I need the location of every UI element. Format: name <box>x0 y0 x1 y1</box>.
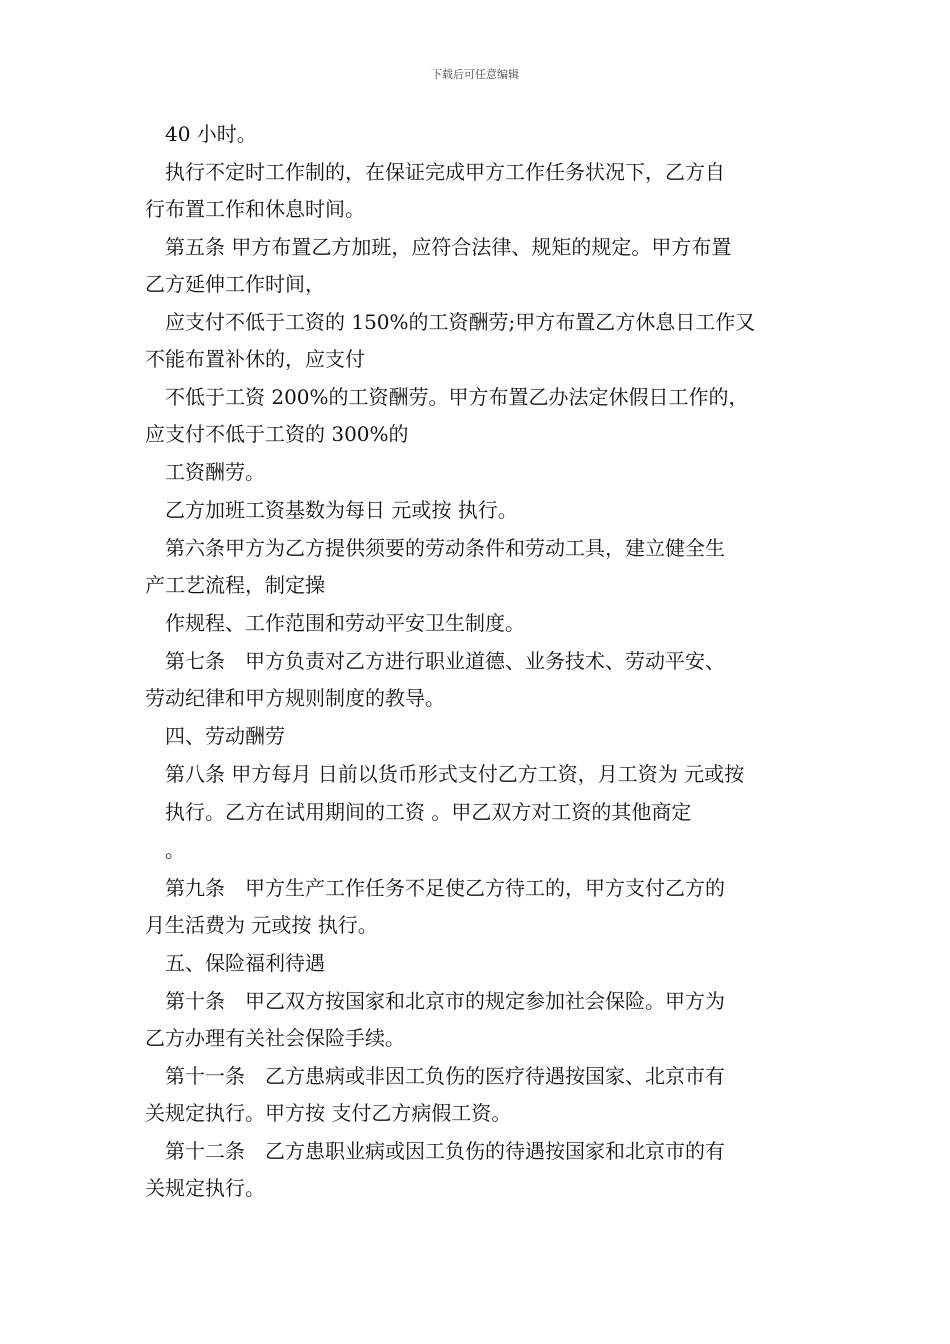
body-line: 月生活费为 元或按 执行。 <box>145 913 378 937</box>
document-body <box>145 116 810 1207</box>
body-line: 产工艺流程，制定操 <box>145 573 325 597</box>
body-line: 乙方加班工资基数为每日 元或按 执行。 <box>145 498 518 522</box>
body-line: 不低于工资 200%的工资酬劳。甲方布置乙办法定休假日工作的， <box>145 385 749 409</box>
body-line: 第十二条 乙方患职业病或因工负伤的待遇按国家和北京市的有 <box>145 1139 725 1163</box>
body-line: 乙方延伸工作时间， <box>145 272 325 296</box>
body-line: 第七条 甲方负责对乙方进行职业道德、业务技术、劳动平安、 <box>145 649 725 673</box>
body-line: 应支付不低于工资的 150%的工资酬劳;甲方布置乙方休息日工作又 <box>145 310 756 334</box>
body-line: 执行。乙方在试用期间的工资 。甲乙双方对工资的其他商定 <box>145 800 692 824</box>
body-line: 第八条 甲方每月 日前以货币形式支付乙方工资，月工资为 元或按 <box>145 762 745 786</box>
body-line: 第十一条 乙方患病或非因工负伤的医疗待遇按国家、北京市有 <box>145 1064 725 1088</box>
body-line: 四、劳动酬劳 <box>145 724 285 748</box>
body-line: 第五条 甲方布置乙方加班，应符合法律、规矩的规定。甲方布置 <box>145 235 732 259</box>
page-header: 下载后可任意编辑 <box>431 68 519 81</box>
body-line: 不能布置补休的，应支付 <box>145 347 365 371</box>
body-line: 第六条甲方为乙方提供须要的劳动条件和劳动工具，建立健全生 <box>145 536 725 560</box>
body-line: 劳动纪律和甲方规则制度的教导。 <box>145 686 445 710</box>
body-line: 五、保险福利待遇 <box>145 951 325 975</box>
body-line: 工资酬劳。 <box>145 460 265 484</box>
body-line: 行布置工作和休息时间。 <box>145 197 365 221</box>
body-line: 第十条 甲乙双方按国家和北京市的规定参加社会保险。甲方为 <box>145 989 725 1013</box>
body-line: 关规定执行。甲方按 支付乙方病假工资。 <box>145 1101 512 1125</box>
body-line: 关规定执行。 <box>145 1176 265 1200</box>
body-line: 乙方办理有关社会保险手续。 <box>145 1026 405 1050</box>
body-line: 第九条 甲方生产工作任务不足使乙方待工的，甲方支付乙方的 <box>145 876 725 900</box>
body-line: 执行不定时工作制的，在保证完成甲方工作任务状况下，乙方自 <box>145 160 725 184</box>
body-line: 。 <box>145 838 185 862</box>
body-line: 40 小时。 <box>145 122 257 146</box>
body-line: 作规程、工作范围和劳动平安卫生制度。 <box>145 611 525 635</box>
body-line: 应支付不低于工资的 300%的 <box>145 422 409 446</box>
